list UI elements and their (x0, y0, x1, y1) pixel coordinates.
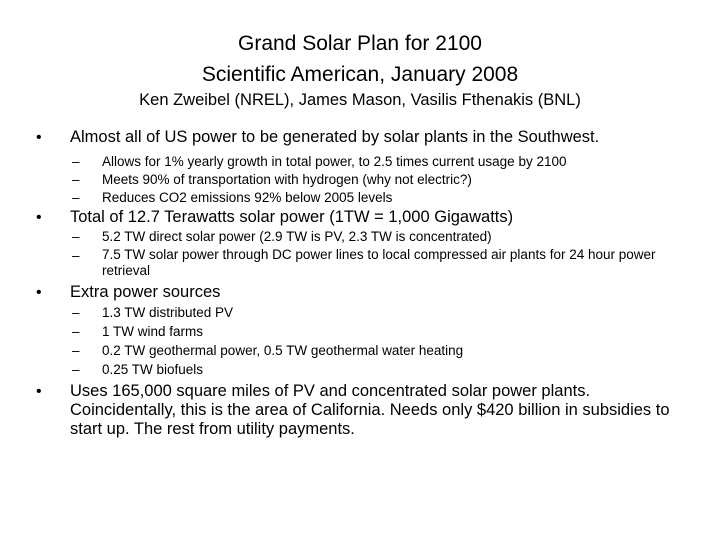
sub-item-text: 5.2 TW direct solar power (2.9 TW is PV, 2.3 TW is concentrated) (102, 229, 492, 244)
sub-item-text: 1.3 TW distributed PV (102, 305, 234, 320)
bullet-icon: • (36, 129, 42, 146)
bullet-icon: • (36, 209, 42, 226)
dash-icon: – (72, 248, 80, 263)
dash-icon: – (72, 362, 80, 377)
dash-icon: – (72, 229, 80, 244)
bullet-text: Total of 12.7 Terawatts solar power (1TW = 1,000 Gigawatts) (70, 208, 514, 226)
bullet-text: Almost all of US power to be generated by solar plants in the Southwest. (70, 128, 600, 146)
slide-subtitle: Ken Zweibel (NREL), James Mason, Vasilis Fthenakis (BNL) (139, 91, 581, 109)
dash-icon: – (72, 343, 80, 358)
bullet-icon: • (36, 284, 42, 301)
bullet-icon: • (36, 383, 42, 400)
dash-icon: – (72, 324, 80, 339)
sub-item-text: Allows for 1% yearly growth in total power, to 2.5 times current usage by 2100 (102, 154, 567, 169)
title-line-2: Scientific American, January 2008 (201, 63, 519, 86)
bullet-text: Uses 165,000 square miles of PV and concentrated solar power plants. Coincidentally, this is the area of California. Needs only $420 billion in subsidies to start up. The rest from utility payments. (70, 382, 670, 438)
title-line-1: Grand Solar Plan for 2100 (238, 32, 482, 55)
slide-title (0, 28, 720, 90)
sub-item-text: 0.25 TW biofuels (102, 362, 204, 377)
bullet-text: Extra power sources (70, 283, 221, 301)
dash-icon: – (72, 172, 80, 187)
dash-icon: – (72, 154, 80, 169)
sub-item-text: 0.2 TW geothermal power, 0.5 TW geothermal water heating (102, 343, 464, 358)
sub-item-text: 1 TW wind farms (102, 324, 204, 339)
sub-item-text: Reduces CO2 emissions 92% below 2005 levels (102, 190, 393, 205)
dash-icon: – (72, 305, 80, 320)
sub-item-text: 7.5 TW solar power through DC power lines to local compressed air plants for 24 hour power retrieval (102, 247, 656, 278)
sub-item-text: Meets 90% of transportation with hydrogen (why not electric?) (102, 172, 472, 187)
dash-icon: – (72, 190, 80, 205)
